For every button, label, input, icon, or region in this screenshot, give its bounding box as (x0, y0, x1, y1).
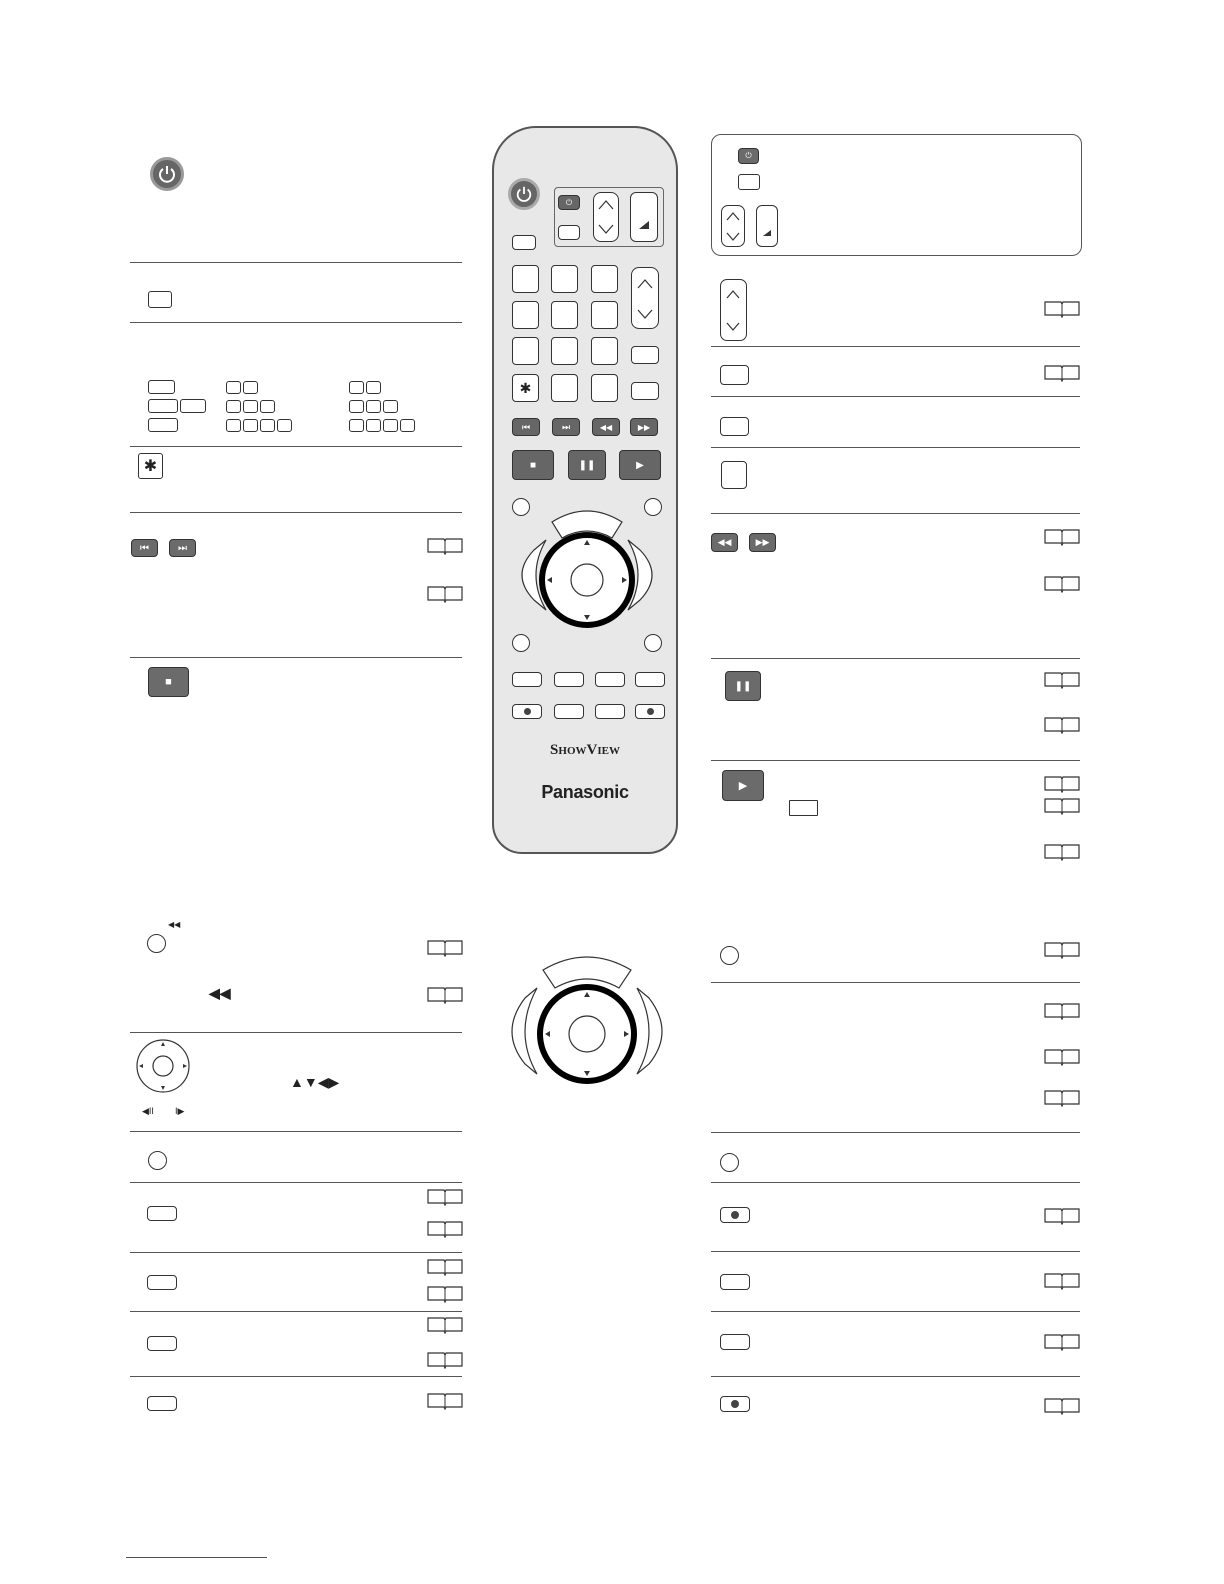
book-icon (426, 1258, 464, 1276)
divider (711, 982, 1080, 983)
pause-key-glyph: ❚❚ (734, 680, 752, 692)
number-key[interactable] (551, 301, 578, 329)
key-small (147, 1206, 177, 1221)
key-example (243, 400, 258, 413)
remote-asterisk-glyph: ✱ (519, 379, 532, 396)
remote-power-button[interactable] (508, 178, 540, 210)
book-icon (426, 1392, 464, 1410)
tv-channel-key (721, 205, 745, 247)
divider (130, 1182, 462, 1183)
record-key[interactable] (512, 704, 542, 719)
corner-button[interactable] (644, 634, 662, 652)
channel-key-icon (720, 279, 747, 341)
key-small (147, 1275, 177, 1290)
asterisk-key-icon (138, 453, 163, 479)
remote-ffwd-button[interactable]: ▶▶ (630, 418, 658, 436)
circle-button-icon (148, 1151, 167, 1170)
play-icon (722, 770, 764, 801)
divider (130, 657, 462, 658)
book-icon (426, 1220, 464, 1238)
divider (711, 1182, 1080, 1183)
ffwd-icon (749, 533, 776, 552)
skip-back-glyph: ⏮ (140, 542, 149, 554)
book-icon (1043, 671, 1081, 689)
input-button[interactable] (512, 235, 536, 250)
book-icon (426, 1316, 464, 1334)
book-icon (1043, 1272, 1081, 1290)
book-icon (1043, 528, 1081, 546)
key-small (720, 417, 749, 436)
divider (711, 513, 1080, 514)
channel-rocker[interactable] (631, 267, 659, 329)
tv-power-button[interactable]: ⏻ (558, 195, 580, 210)
skip-forward-glyph: ⏭ (178, 542, 187, 554)
divider (711, 447, 1080, 448)
divider (711, 1311, 1080, 1312)
function-key[interactable] (512, 672, 542, 687)
function-key[interactable] (595, 672, 625, 687)
key-small (147, 1336, 177, 1351)
number-key[interactable] (591, 265, 618, 293)
key-example (260, 400, 275, 413)
skip-back-icon (131, 539, 158, 557)
key-example (277, 419, 292, 432)
book-icon (1043, 1207, 1081, 1225)
remote-skip-back-button[interactable]: ⏮ (512, 418, 540, 436)
corner-button[interactable] (512, 634, 530, 652)
circle-button-icon (720, 1153, 739, 1172)
footer-link-underline[interactable] (126, 1557, 267, 1558)
key-example (226, 419, 241, 432)
return-button-icon (147, 934, 166, 953)
divider (130, 262, 462, 263)
function-key[interactable] (554, 672, 584, 687)
tv-channel-rocker[interactable] (593, 192, 619, 242)
book-icon (426, 939, 464, 957)
key-example (366, 381, 381, 394)
key-small (789, 800, 818, 816)
tv-volume-rocker[interactable] (630, 192, 658, 242)
divider (130, 512, 462, 513)
key-example (226, 381, 241, 394)
dpad-small-icon (135, 1038, 191, 1094)
number-key[interactable] (512, 337, 539, 365)
number-key[interactable] (512, 265, 539, 293)
divider (711, 346, 1080, 347)
remote-stop-button[interactable] (512, 450, 554, 480)
remote-pause-button[interactable] (568, 450, 606, 480)
divider (711, 1132, 1080, 1133)
remote-rewind-button[interactable]: ◀◀ (592, 418, 620, 436)
remote-control (492, 126, 678, 854)
dpad-diagram (505, 950, 670, 1100)
key-example (383, 400, 398, 413)
divider (130, 322, 462, 323)
key-small (720, 365, 749, 385)
stop-glyph: ■ (165, 676, 172, 688)
slow-forward-glyph: I▶ (175, 1106, 185, 1116)
divider (711, 1376, 1080, 1377)
showview-logo: ShowView (550, 742, 620, 758)
key-example (148, 380, 175, 394)
number-key[interactable] (591, 374, 618, 402)
remote-skip-forward-button[interactable]: ⏭ (552, 418, 580, 436)
key-small (147, 1396, 177, 1411)
book-icon (426, 1188, 464, 1206)
book-icon (1043, 1397, 1081, 1415)
book-icon (1043, 797, 1081, 815)
record-key-icon (720, 1396, 750, 1412)
divider (711, 1251, 1080, 1252)
function-key[interactable] (595, 704, 625, 719)
function-key[interactable] (554, 704, 584, 719)
side-key[interactable] (631, 382, 659, 400)
key-example (260, 419, 275, 432)
book-icon (1043, 1333, 1081, 1351)
asterisk-key[interactable] (512, 374, 539, 402)
remote-play-glyph: ▶ (636, 459, 644, 471)
key-example (349, 419, 364, 432)
book-icon (1043, 775, 1081, 793)
number-key[interactable] (591, 337, 618, 365)
power-icon (150, 157, 184, 191)
book-icon (426, 1285, 464, 1303)
arrows-glyph: ▲▼◀▶ (290, 1074, 340, 1090)
key-example (349, 400, 364, 413)
number-key[interactable] (551, 374, 578, 402)
pause-icon (725, 671, 761, 701)
ffwd-key-glyph: ▶▶ (755, 537, 770, 547)
key-small (720, 1274, 750, 1290)
book-icon (426, 1351, 464, 1369)
key-example (400, 419, 415, 432)
panasonic-logo: Panasonic (541, 782, 629, 802)
number-key[interactable] (551, 337, 578, 365)
rewind-key-glyph: ◀◀ (717, 537, 732, 547)
book-icon (1043, 364, 1081, 382)
divider (130, 1131, 462, 1132)
key-example (383, 419, 398, 432)
remote-stop-glyph: ■ (529, 459, 537, 471)
side-key[interactable] (631, 346, 659, 364)
slow-back-glyph: ◀II (142, 1106, 154, 1116)
book-icon (426, 585, 464, 603)
asterisk-glyph: ✱ (143, 458, 158, 475)
key-example (148, 418, 178, 432)
divider (130, 446, 462, 447)
book-icon (1043, 1048, 1081, 1066)
rewind-icon (711, 533, 738, 552)
book-icon (1043, 716, 1081, 734)
remote-dpad[interactable] (512, 500, 662, 648)
book-icon (1043, 575, 1081, 593)
divider (130, 1311, 462, 1312)
play-key-glyph: ▶ (738, 780, 748, 792)
divider (711, 658, 1080, 659)
stop-icon (148, 667, 189, 697)
record-key-icon (720, 1207, 750, 1223)
key-example (180, 399, 206, 413)
rewind-small-glyph: ◀◀ (168, 920, 181, 929)
divider (130, 1032, 462, 1033)
number-key[interactable] (591, 301, 618, 329)
circle-button-icon (720, 946, 739, 965)
book-icon (426, 986, 464, 1004)
key-small (720, 1334, 750, 1350)
book-icon (426, 537, 464, 555)
key-example (366, 419, 381, 432)
record-key[interactable] (635, 704, 665, 719)
key-example (243, 419, 258, 432)
key-example (243, 381, 258, 394)
rewind-glyph: ◀◀ (209, 985, 231, 1001)
tv-input-key (738, 174, 760, 190)
divider (130, 1376, 462, 1377)
number-key[interactable] (512, 301, 539, 329)
key-example (349, 381, 364, 394)
key-tall (721, 461, 747, 489)
remote-play-button[interactable] (619, 450, 661, 480)
book-icon (1043, 1002, 1081, 1020)
tv-volume-key (756, 205, 778, 247)
key-example (366, 400, 381, 413)
remote-pause-glyph: ❚❚ (578, 459, 596, 471)
divider (711, 396, 1080, 397)
divider (130, 1252, 462, 1253)
tv-input-button[interactable] (558, 225, 580, 240)
function-key[interactable] (635, 672, 665, 687)
book-icon (1043, 941, 1081, 959)
key-example (148, 399, 178, 413)
book-icon (1043, 300, 1081, 318)
tv-power-icon: ⏻ (738, 148, 759, 164)
key-small (148, 291, 172, 308)
book-icon (1043, 843, 1081, 861)
divider (711, 760, 1080, 761)
skip-forward-icon (169, 539, 196, 557)
number-key[interactable] (551, 265, 578, 293)
book-icon (1043, 1089, 1081, 1107)
key-example (226, 400, 241, 413)
